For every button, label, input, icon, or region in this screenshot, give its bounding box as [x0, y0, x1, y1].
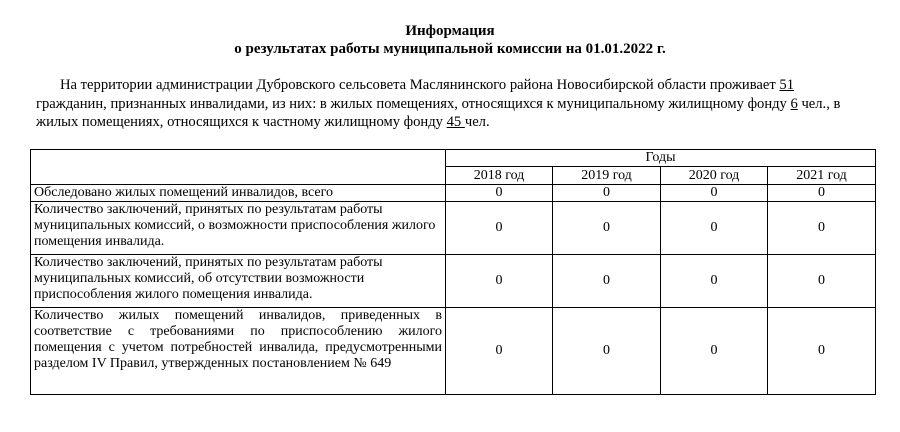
results-table — [30, 149, 876, 395]
intro-paragraph — [36, 76, 868, 132]
years-header: Годы — [446, 150, 876, 167]
year-header-2018: 2018 год — [446, 167, 553, 185]
year-header-2021: 2021 год — [768, 167, 876, 185]
row-label: Количество заключений, принятых по результатам работы муниципальных комиссий, об отсутствии возможности приспособления жилого помещения инвалида. — [31, 255, 446, 308]
intro-text-4: чел. — [464, 114, 490, 130]
cell-value: 0 — [553, 202, 661, 255]
cell-value: 0 — [768, 185, 876, 202]
table-row — [31, 255, 876, 308]
cell-value: 0 — [446, 255, 553, 308]
cell-value: 0 — [768, 308, 876, 395]
cell-value: 0 — [446, 308, 553, 395]
table-row — [31, 185, 876, 202]
cell-value: 0 — [553, 185, 661, 202]
year-header-2020: 2020 год — [661, 167, 768, 185]
cell-value: 0 — [768, 255, 876, 308]
document-subtitle: о результатах работы муниципальной комиссии на 01.01.2022 г. — [234, 41, 666, 57]
cell-value: 0 — [661, 185, 768, 202]
cell-value: 0 — [661, 202, 768, 255]
table-row — [31, 202, 876, 255]
row-label: Количество жилых помещений инвалидов, приведенных в соответствие с требованиями по приспособлению жилого помещения с учетом потребностей инвалида, предусмотренными разделом IV Правил, утвержденных постановлением № 649 — [31, 308, 446, 395]
table-row — [31, 308, 876, 395]
private-fund-count: 45 — [446, 114, 465, 130]
cell-value: 0 — [661, 308, 768, 395]
table-corner-cell — [31, 150, 446, 185]
document-title: Информация — [405, 23, 495, 39]
cell-value: 0 — [553, 255, 661, 308]
municipal-fund-count: 6 — [790, 95, 798, 112]
intro-text-2: гражданин, признанных инвалидами, из них: в жилых помещениях, относящихся к муниципальному жилищному фонду — [36, 95, 791, 112]
cell-value: 0 — [768, 202, 876, 255]
cell-value: 0 — [553, 308, 661, 395]
row-label: Обследовано жилых помещений инвалидов, всего — [31, 185, 446, 202]
intro-text-1: На территории администрации Дубровского сельсовета Маслянинского района Новосибирской области проживает — [60, 77, 780, 93]
year-header-2019: 2019 год — [553, 167, 661, 185]
cell-value: 0 — [661, 255, 768, 308]
row-label: Количество заключений, принятых по результатам работы муниципальных комиссий, о возможности приспособления жилого помещения инвалида. — [31, 202, 446, 255]
cell-value: 0 — [446, 202, 553, 255]
cell-value: 0 — [446, 185, 553, 202]
total-disabled-count: 51 — [779, 77, 794, 93]
intro-text-3: чел., в жилых помещениях, относящихся к частному жилищному фонду — [36, 95, 841, 130]
